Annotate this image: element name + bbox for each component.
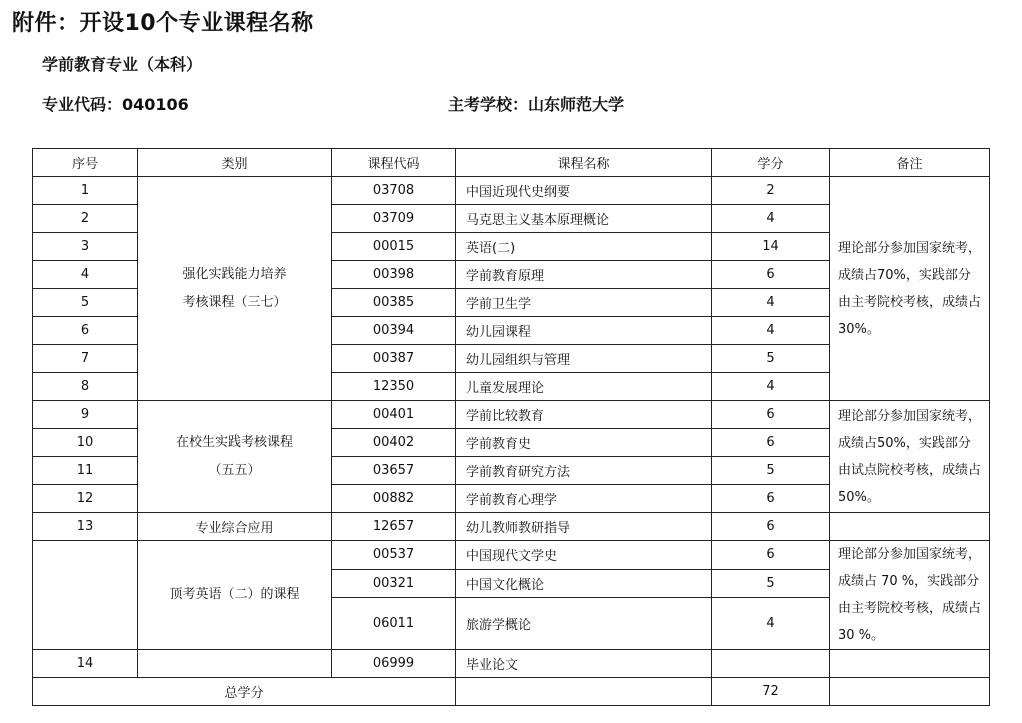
cell-credit: 6: [712, 513, 830, 541]
cell-code: 00402: [332, 429, 456, 457]
cell-name: 学前教育研究方法: [456, 457, 712, 485]
cell-code: 00401: [332, 401, 456, 429]
cell-no: 11: [33, 457, 138, 485]
cell-code: 00015: [332, 233, 456, 261]
major-code: 专业代码：040106: [42, 95, 189, 114]
cell-code: 03708: [332, 177, 456, 205]
cell-credit: 4: [712, 289, 830, 317]
category-cell: 专业综合应用: [138, 513, 332, 541]
cell-code: 00394: [332, 317, 456, 345]
cell-name: 学前教育史: [456, 429, 712, 457]
table-row: [33, 177, 990, 205]
header-no: 序号: [33, 149, 138, 177]
cell-code: 00537: [332, 541, 456, 570]
cell-credit: 6: [712, 261, 830, 289]
category-cell: 在校生实践考核课程 （五五）: [138, 401, 332, 513]
cell-code: 06011: [332, 598, 456, 650]
host-school: 主考学校：山东师范大学: [448, 95, 625, 114]
cell-code: 00321: [332, 569, 456, 598]
total-credit: 72: [712, 678, 830, 706]
header-name: 课程名称: [456, 149, 712, 177]
cell-credit: 2: [712, 177, 830, 205]
cell-name: 中国现代文学史: [456, 541, 712, 570]
category-cell: 强化实践能力培养 考核课程（三七）: [138, 177, 332, 401]
cell-code: 06999: [332, 650, 456, 678]
total-label: 总学分: [33, 678, 456, 706]
cell-code: 00398: [332, 261, 456, 289]
cell-name: 学前教育心理学: [456, 485, 712, 513]
cell-name: 幼儿园组织与管理: [456, 345, 712, 373]
cell-no: 3: [33, 233, 138, 261]
table-row: [33, 401, 990, 429]
cell-credit: 14: [712, 233, 830, 261]
cell-name: 学前教育原理: [456, 261, 712, 289]
header-code: 课程代码: [332, 149, 456, 177]
cell-code: 12350: [332, 373, 456, 401]
cell-no: 10: [33, 429, 138, 457]
cell-code: 00387: [332, 345, 456, 373]
cell-no-empty: [33, 541, 138, 650]
cell-credit: 6: [712, 429, 830, 457]
cell-no: 4: [33, 261, 138, 289]
cell-no: 12: [33, 485, 138, 513]
cell-name: 中国文化概论: [456, 569, 712, 598]
cell-credit: 4: [712, 205, 830, 233]
major-name: 学前教育专业（本科）: [42, 55, 203, 74]
cell-name: 学前卫生学: [456, 289, 712, 317]
cell-credit: 6: [712, 485, 830, 513]
category-cell-empty: [138, 650, 332, 678]
cell-name: 毕业论文: [456, 650, 712, 678]
cell-code: 12657: [332, 513, 456, 541]
table-header-row: [33, 149, 990, 177]
page-title: 附件：开设10个专业课程名称: [12, 11, 314, 36]
table-row: [33, 541, 990, 570]
cell-name: 学前比较教育: [456, 401, 712, 429]
cell-credit: 4: [712, 317, 830, 345]
cell-credit: 6: [712, 401, 830, 429]
cell-name: 中国近现代史纲要: [456, 177, 712, 205]
cell-credit: 5: [712, 457, 830, 485]
cell-code: 03657: [332, 457, 456, 485]
cell-no: 13: [33, 513, 138, 541]
cell-credit: 4: [712, 598, 830, 650]
cell-no: 9: [33, 401, 138, 429]
header-credit: 学分: [712, 149, 830, 177]
header-note: 备注: [830, 149, 990, 177]
note-cell: 理论部分参加国家统考，成绩占 70 %，实践部分由主考院校考核，成绩占 30 %。: [830, 541, 990, 650]
cell-credit: 5: [712, 569, 830, 598]
total-name-empty: [456, 678, 712, 706]
table-row: [33, 513, 990, 541]
cell-no: 1: [33, 177, 138, 205]
cell-name: 马克思主义基本原理概论: [456, 205, 712, 233]
cell-name: 幼儿教师教研指导: [456, 513, 712, 541]
cell-no: 5: [33, 289, 138, 317]
note-cell: 理论部分参加国家统考，成绩占70%，实践部分由主考院校考核，成绩占30%。: [830, 177, 990, 401]
cell-no: 7: [33, 345, 138, 373]
note-cell: 理论部分参加国家统考，成绩占50%，实践部分由试点院校考核，成绩占50%。: [830, 401, 990, 513]
course-table: [32, 148, 990, 706]
cell-credit: 6: [712, 541, 830, 570]
note-cell-empty: [830, 650, 990, 678]
cell-no: 8: [33, 373, 138, 401]
cell-credit: [712, 650, 830, 678]
cell-name: 英语(二): [456, 233, 712, 261]
cell-code: 03709: [332, 205, 456, 233]
cell-no: 14: [33, 650, 138, 678]
cell-code: 00385: [332, 289, 456, 317]
cell-name: 儿童发展理论: [456, 373, 712, 401]
table-row: [33, 650, 990, 678]
category-cell: 顶考英语（二）的课程: [138, 541, 332, 650]
cell-name: 旅游学概论: [456, 598, 712, 650]
cell-code: 00882: [332, 485, 456, 513]
cell-name: 幼儿园课程: [456, 317, 712, 345]
note-cell-empty: [830, 513, 990, 541]
cell-no: 2: [33, 205, 138, 233]
cell-credit: 4: [712, 373, 830, 401]
cell-no: 6: [33, 317, 138, 345]
header-category: 类别: [138, 149, 332, 177]
cell-credit: 5: [712, 345, 830, 373]
total-row: [33, 678, 990, 706]
total-note-empty: [830, 678, 990, 706]
